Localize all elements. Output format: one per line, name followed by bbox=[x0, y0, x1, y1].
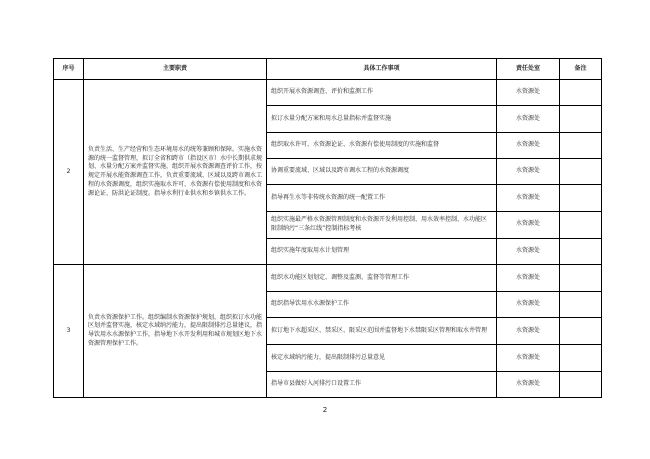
work-item-cell: 拟订水量分配方案和用水总量指标并监督实施 bbox=[267, 106, 497, 132]
header-main-duty: 主要职责 bbox=[84, 59, 267, 80]
office-cell: 水资源处 bbox=[497, 291, 560, 317]
note-cell bbox=[560, 185, 602, 211]
note-cell bbox=[560, 158, 602, 184]
work-item-cell: 核定水域纳污能力，提出限制排污总量意见 bbox=[267, 345, 497, 371]
row-number: 2 bbox=[54, 80, 84, 265]
office-cell: 水资源处 bbox=[497, 185, 560, 211]
work-item-cell: 组织开展水资源调查、评价和监测工作 bbox=[267, 80, 497, 106]
office-cell: 水资源处 bbox=[497, 265, 560, 291]
note-cell bbox=[560, 80, 602, 106]
office-cell: 水资源处 bbox=[497, 106, 560, 132]
office-cell: 水资源处 bbox=[497, 211, 560, 238]
work-item-cell: 指导市县做好入河排污口设置工作 bbox=[267, 371, 497, 397]
work-item-cell: 协调重要流域、区域以及跨市调水工程的水资源调度 bbox=[267, 158, 497, 184]
work-item-cell: 组织取水许可、水资源论证、水资源有偿使用制度的实施和监督 bbox=[267, 132, 497, 158]
header-responsible-office: 责任处室 bbox=[497, 59, 560, 80]
header-number: 序号 bbox=[54, 59, 84, 80]
office-cell: 水资源处 bbox=[497, 238, 560, 264]
header-remarks: 备注 bbox=[560, 59, 602, 80]
note-cell bbox=[560, 211, 602, 238]
note-cell bbox=[560, 106, 602, 132]
table-header-row bbox=[54, 59, 602, 80]
header-work-item: 具体工作事项 bbox=[267, 59, 497, 80]
work-item-cell: 指导再生水等非传统水资源的统一配置工作 bbox=[267, 185, 497, 211]
row-number: 3 bbox=[54, 265, 84, 398]
main-duty-cell: 负责水资源保护工作。组织编制水资源保护规划，组织拟订水功能区划并监督实施，核定水域纳污能力，提出限制排污总量建议，指导饮用水水源保护工作，指导地下水开发利用和城市规划区地下水资源管理保护工作。 bbox=[84, 265, 267, 398]
note-cell bbox=[560, 345, 602, 371]
office-cell: 水资源处 bbox=[497, 158, 560, 184]
page-number: 2 bbox=[322, 406, 328, 414]
work-item-cell: 组织指导饮用水水源保护工作 bbox=[267, 291, 497, 317]
note-cell bbox=[560, 238, 602, 264]
office-cell: 水资源处 bbox=[497, 371, 560, 397]
work-item-cell: 组织实施最严格水资源管理制度和水资源开发利用控制、用水效率控制、水功能区限制纳污“三条红线”控制指标考核 bbox=[267, 211, 497, 238]
office-cell: 水资源处 bbox=[497, 132, 560, 158]
work-item-cell: 组织实施年度取用水计划管理 bbox=[267, 238, 497, 264]
note-cell bbox=[560, 132, 602, 158]
office-cell: 水资源处 bbox=[497, 317, 560, 344]
table-row bbox=[54, 265, 602, 291]
main-duty-cell: 负责生活、生产经营和生态环境用水的统筹兼顾和保障。实施水资源的统一监督管理，拟订全省和跨市（指设区市）水中长期供求规划、水量分配方案并监督实施，组织开展水资源调查评价工作，按规定开展水能资源调查工作，负责重要流域、区域以及跨市调水工程的水资源调度，组织实施取水许可、水资源有偿使用制度和水资源论证、防洪论证制度。指导水利行业供水和乡镇供水工作。 bbox=[84, 80, 267, 265]
work-item-cell: 组织水功能区划划定、调整及监测、监督等管理工作 bbox=[267, 265, 497, 291]
work-item-cell: 拟订地下水超采区、禁采区、限采区范围并监督地下水禁限采区管理和取水井管理 bbox=[267, 317, 497, 344]
responsibility-table bbox=[53, 58, 602, 398]
table-row bbox=[54, 80, 602, 106]
office-cell: 水资源处 bbox=[497, 80, 560, 106]
note-cell bbox=[560, 265, 602, 291]
note-cell bbox=[560, 317, 602, 344]
note-cell bbox=[560, 291, 602, 317]
office-cell: 水资源处 bbox=[497, 345, 560, 371]
note-cell bbox=[560, 371, 602, 397]
